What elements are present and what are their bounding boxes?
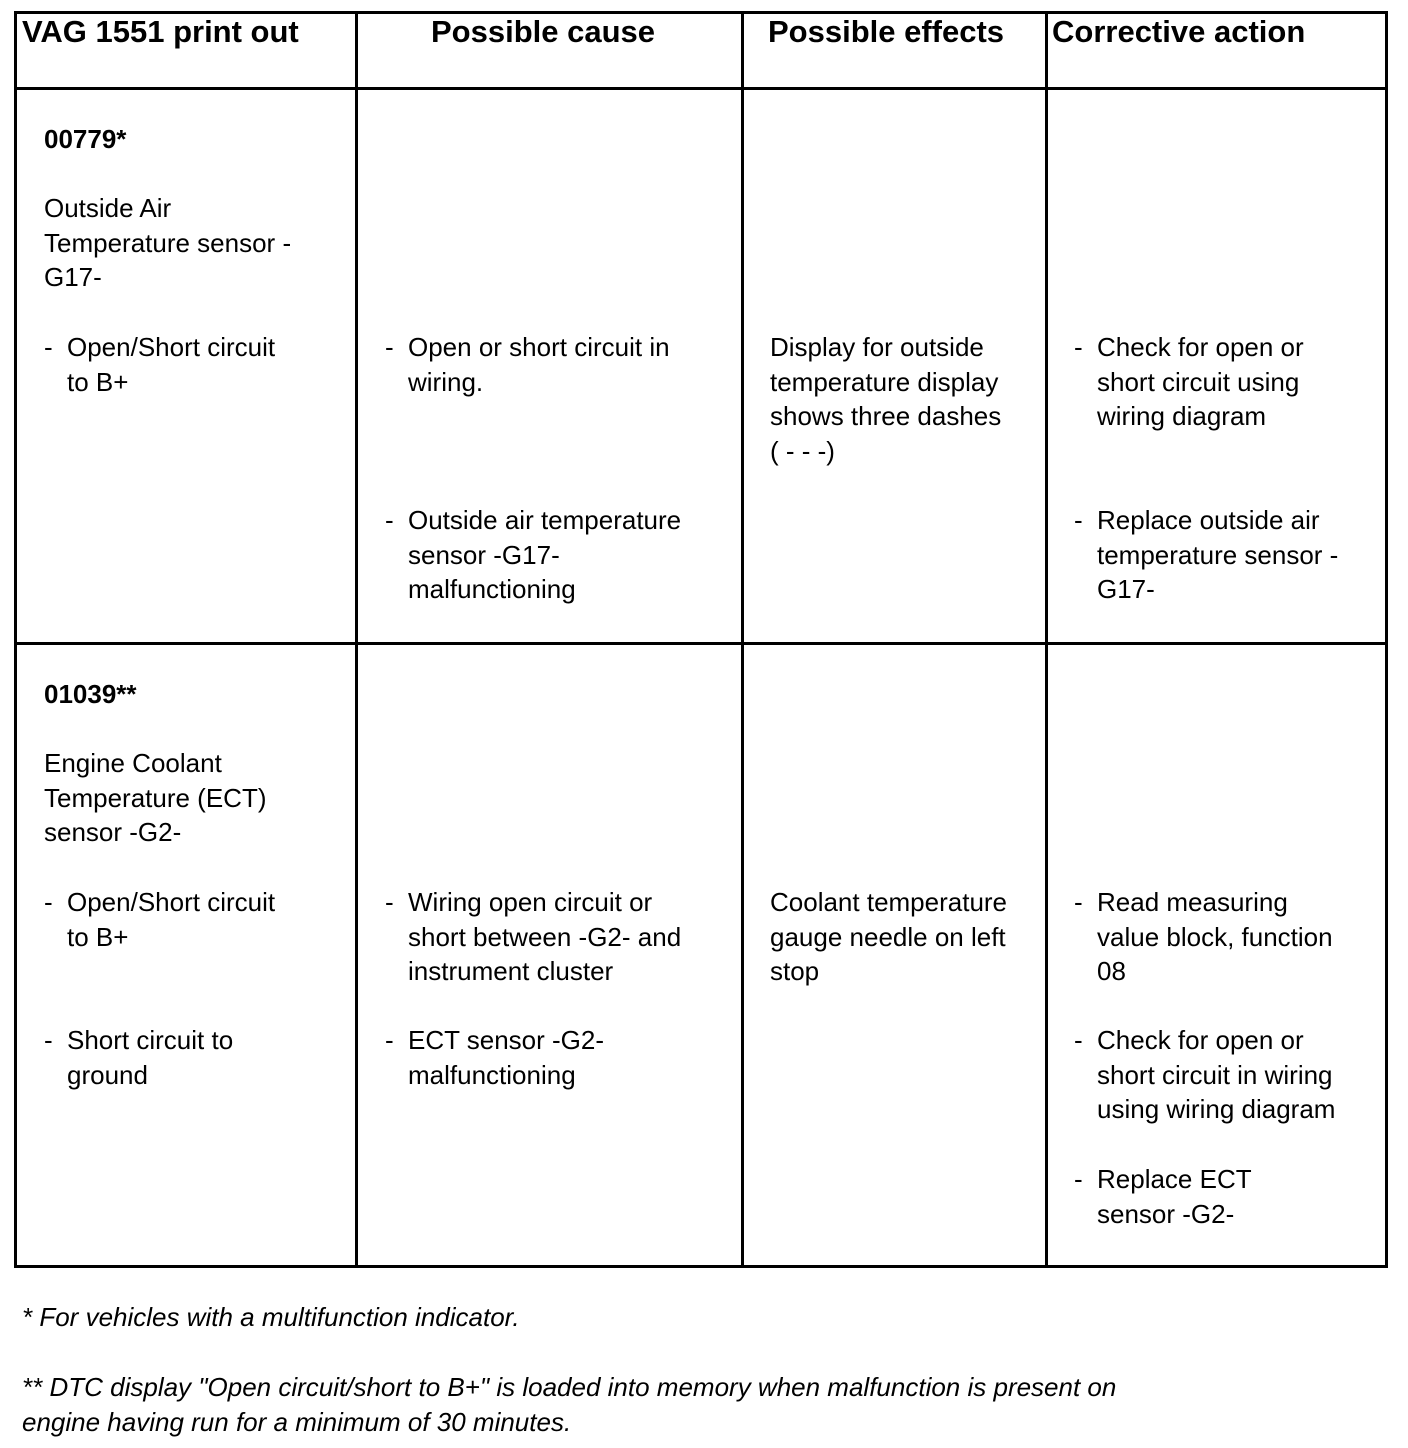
fault-item: - Open/Short circuit to B+ <box>44 332 276 397</box>
action-item: - Read measuring value block, function 08 <box>1074 887 1333 987</box>
bullet-dash: - <box>44 887 53 917</box>
header-corrective-action: Corrective action <box>1052 14 1306 49</box>
action-item: - Replace outside air temperature sensor - G17- <box>1074 505 1339 605</box>
bullet-dash: - <box>1074 1164 1083 1194</box>
action-item: - Check for open or short circuit in wiring using wiring diagram <box>1074 1025 1336 1125</box>
bullet-dash: - <box>385 505 394 535</box>
footnote: ** DTC display "Open circuit/short to B+" is loaded into memory when malfunction is present on engine having run for a minimum of 30 minutes. <box>22 1372 1117 1437</box>
bullet-dash: - <box>385 1025 394 1055</box>
component-name: Outside Air Temperature sensor - G17- <box>44 193 292 293</box>
header-possible-cause: Possible cause <box>431 14 656 49</box>
bullet-dash: - <box>44 332 53 362</box>
fault-item: - Open/Short circuit to B+ <box>44 887 276 952</box>
header-divider <box>17 87 1385 90</box>
column-divider <box>741 14 744 1265</box>
bullet-dash: - <box>1074 887 1083 917</box>
header-possible-effects: Possible effects <box>768 14 1005 49</box>
effect-text: Coolant temperature gauge needle on left stop <box>770 887 1008 987</box>
fault-item: - Short circuit to ground <box>44 1025 234 1090</box>
header-printout: VAG 1551 print out <box>22 14 299 49</box>
footnote: * For vehicles with a multifunction indicator. <box>22 1302 520 1332</box>
effect-text: Display for outside temperature display shows three dashes ( - - -) <box>770 332 1002 466</box>
column-divider <box>355 14 358 1265</box>
column-divider <box>1045 14 1048 1265</box>
cause-item: - Open or short circuit in wiring. <box>385 332 670 397</box>
fault-code: 00779* <box>44 124 127 154</box>
bullet-dash: - <box>385 332 394 362</box>
cause-item: - ECT sensor -G2- malfunctioning <box>385 1025 605 1090</box>
action-item: - Replace ECT sensor -G2- <box>1074 1164 1252 1229</box>
action-item: - Check for open or short circuit using wiring diagram <box>1074 332 1304 432</box>
row-divider <box>17 642 1385 645</box>
bullet-dash: - <box>1074 332 1083 362</box>
fault-code: 01039** <box>44 679 137 709</box>
bullet-dash: - <box>1074 1025 1083 1055</box>
cause-item: - Outside air temperature sensor -G17- malfunctioning <box>385 505 682 605</box>
bullet-dash: - <box>44 1025 53 1055</box>
cause-item: - Wiring open circuit or short between -G2- and instrument cluster <box>385 887 682 987</box>
bullet-dash: - <box>1074 505 1083 535</box>
component-name: Engine Coolant Temperature (ECT) sensor -G2- <box>44 748 267 848</box>
bullet-dash: - <box>385 887 394 917</box>
